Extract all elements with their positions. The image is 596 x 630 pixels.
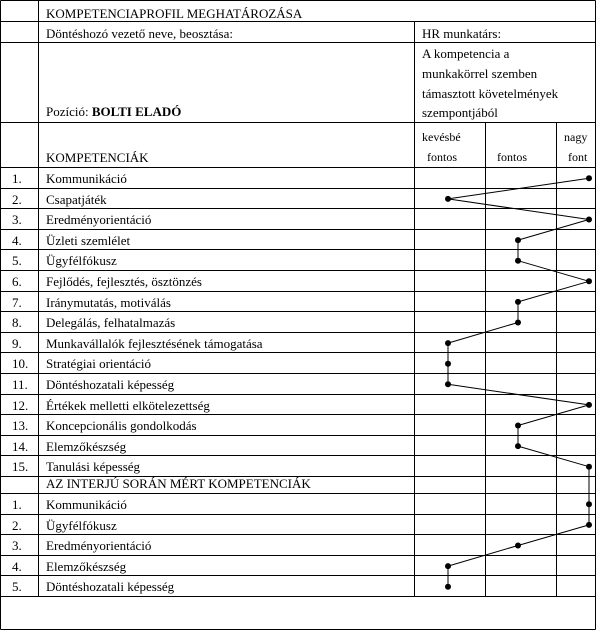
- profile-segment: [448, 199, 589, 220]
- competency-number: 12.: [12, 397, 29, 413]
- profile-point: [515, 320, 521, 326]
- position-field: [46, 104, 181, 119]
- interview-number: 3.: [12, 538, 22, 554]
- profile-segment: [518, 405, 589, 426]
- competency-number: 4.: [12, 232, 22, 248]
- competency-name: Ügyfélfókusz: [46, 253, 117, 269]
- profile-point: [586, 175, 592, 181]
- competency-number: 13.: [12, 418, 29, 434]
- requirements-note-line-3: támasztott követelmények: [422, 86, 559, 101]
- competency-name: Tanulási képesség: [46, 459, 141, 475]
- interview-name: Kommunikáció: [46, 497, 127, 512]
- competency-number: 5.: [12, 253, 22, 269]
- competency-name: Döntéshozatali képesség: [46, 377, 175, 392]
- profile-point: [586, 217, 592, 223]
- profile-point: [445, 361, 451, 367]
- manager-label: Döntéshozó vezető neve, beosztása:: [46, 26, 233, 41]
- requirements-note-line-1: A kompetencia a: [422, 46, 510, 61]
- profile-point: [515, 299, 521, 305]
- competency-number: 15.: [12, 459, 29, 475]
- scale-high-line-2: font: [568, 150, 588, 164]
- interview-number: 1.: [12, 497, 22, 512]
- scale-low-line-1: kevésbé: [422, 130, 461, 144]
- hr-label: HR munkatárs:: [422, 26, 502, 41]
- competency-number: 7.: [12, 294, 22, 310]
- profile-point: [515, 423, 521, 429]
- interview-number: 2.: [12, 517, 22, 533]
- competency-name: Elemzőkészség: [46, 438, 127, 454]
- competency-name: Fejlődés, fejlesztés, ösztönzés: [46, 274, 202, 289]
- interview-profile-point: [445, 563, 451, 569]
- competency-name: Eredményorientáció: [46, 212, 152, 228]
- profile-point: [515, 237, 521, 243]
- requirements-note-line-4: szempontjából: [422, 105, 498, 120]
- competency-name: Kommunikáció: [46, 171, 127, 186]
- competency-name: Iránymutatás, motiválás: [46, 294, 171, 310]
- profile-point: [515, 258, 521, 264]
- interview-name: Döntéshozatali képesség: [46, 579, 175, 595]
- competency-name: Koncepcionális gondolkodás: [46, 418, 197, 434]
- scale-high-line-1: nagy: [564, 130, 588, 144]
- profile-point: [586, 278, 592, 284]
- interview-profile-point: [586, 522, 592, 528]
- interview-number: 5.: [12, 579, 22, 595]
- interview-name: Eredményorientáció: [46, 538, 152, 554]
- profile-point: [515, 443, 521, 449]
- requirements-note-line-2: munkakörrel szemben: [422, 66, 538, 81]
- competency-name: Üzleti szemlélet: [46, 232, 131, 248]
- interview-profile-point: [515, 543, 521, 549]
- interview-profile-point: [445, 584, 451, 590]
- competency-name: Stratégiai orientáció: [46, 356, 152, 372]
- interview-name: Ügyfélfókusz: [46, 517, 117, 533]
- interview-profile-segment: [518, 525, 589, 546]
- competency-number: 3.: [12, 212, 22, 228]
- competency-number: 2.: [12, 191, 22, 207]
- profile-point: [586, 402, 592, 408]
- position-value: BOLTI ELADÓ: [91, 104, 182, 119]
- competency-number: 14.: [12, 438, 29, 454]
- document-title: KOMPETENCIAPROFIL MEGHATÁROZÁSA: [46, 6, 303, 21]
- competency-number: 6.: [12, 274, 22, 289]
- competency-name: Delegálás, felhatalmazás: [46, 315, 176, 331]
- scale-low-line-2: fontos: [427, 150, 457, 164]
- interview-name: Elemzőkészség: [46, 558, 127, 574]
- competencies-header: KOMPETENCIÁK: [46, 150, 149, 165]
- profile-point: [445, 340, 451, 346]
- competency-name: Csapatjáték: [46, 191, 107, 207]
- competency-name: Munkavállalók fejlesztésének támogatása: [46, 335, 263, 351]
- scale-mid: fontos: [497, 150, 527, 164]
- competency-number: 1.: [12, 171, 22, 186]
- competency-number: 11.: [12, 377, 28, 392]
- position-label: Pozíció:: [46, 104, 92, 119]
- competency-number: 9.: [12, 335, 22, 351]
- interview-number: 4.: [12, 558, 22, 574]
- competency-name: Értékek melletti elkötelezettség: [46, 397, 210, 413]
- profile-segment: [518, 446, 589, 467]
- interview-header: AZ INTERJÚ SORÁN MÉRT KOMPETENCIÁK: [46, 476, 311, 491]
- competency-number: 8.: [12, 315, 22, 331]
- profile-point: [445, 381, 451, 387]
- competency-number: 10.: [12, 356, 29, 372]
- profile-point: [445, 196, 451, 202]
